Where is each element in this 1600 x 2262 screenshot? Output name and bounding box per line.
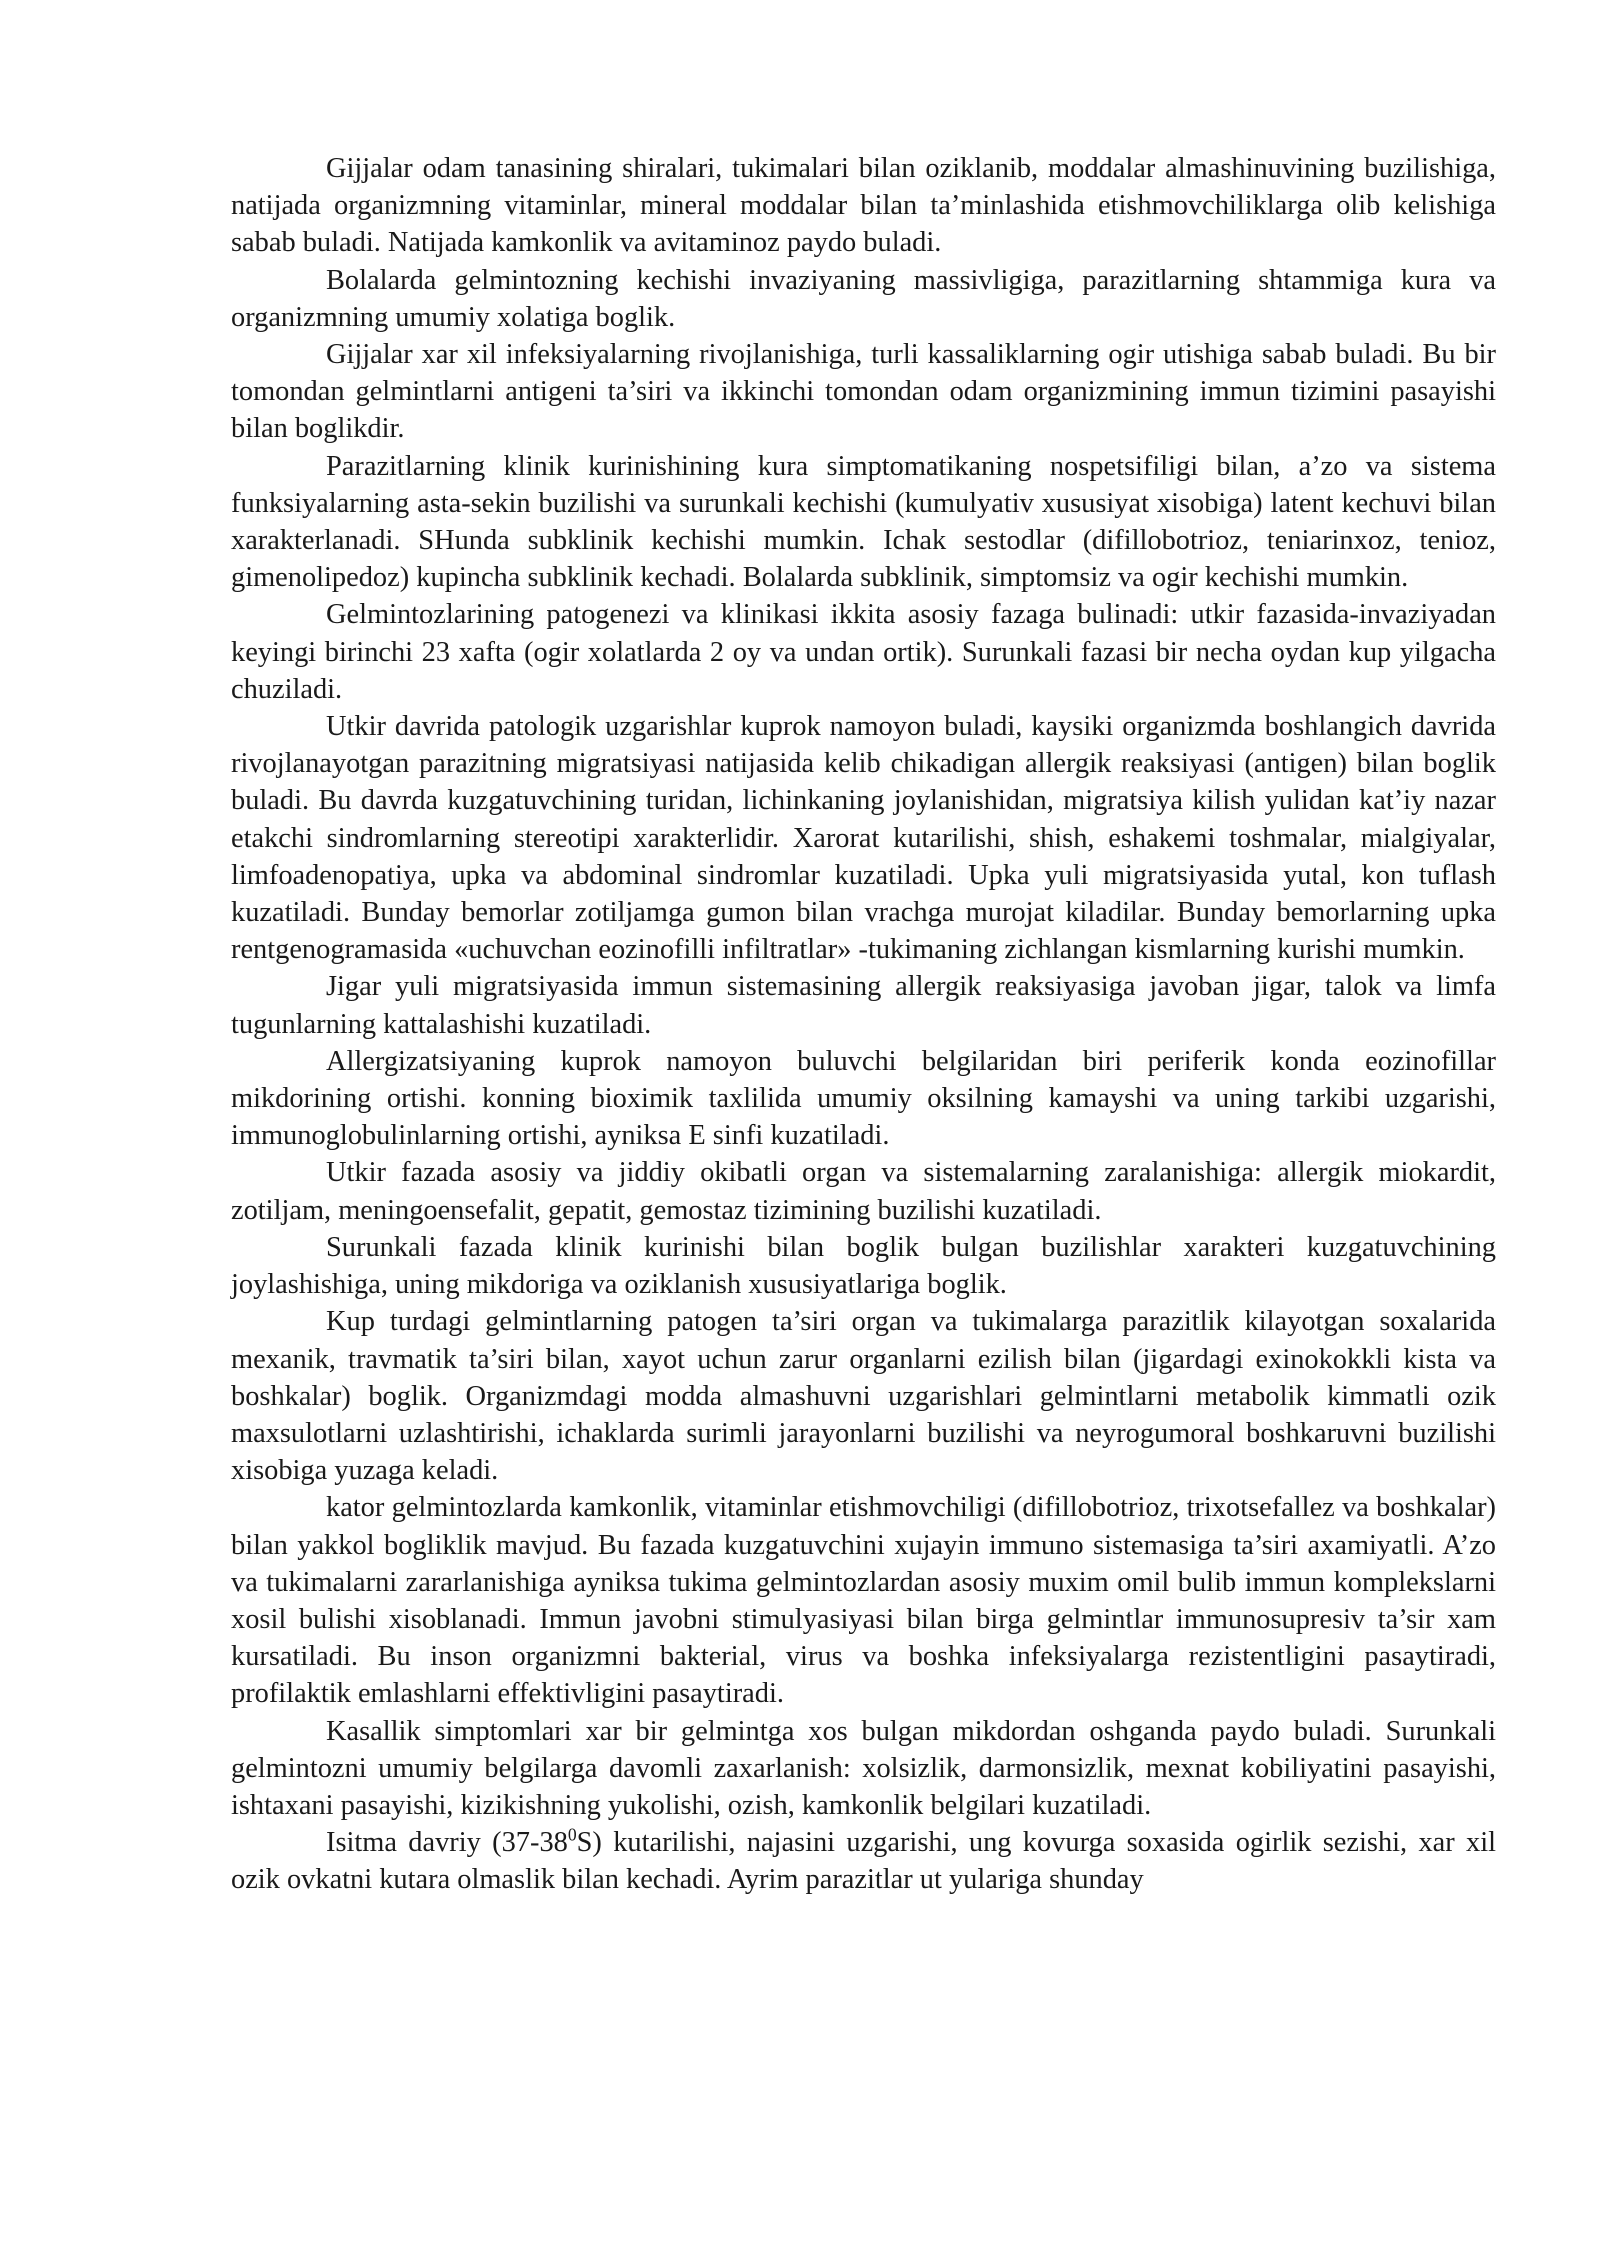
paragraph-12: kator gelmintozlarda kamkonlik, vitaminlar etishmovchiligi (difillobotrioz, trixotsefallez va boshkalar) bilan yakkol bogliklik mavjud. Bu fazada kuzgatuvchini xujayin immuno sistemasiga ta’siri axamiyatli. A’zo va tukimalarni zararlanishiga ayniksa tukima gelmintozlardan asosiy muxim omil bulib immun komplekslarni xosil bulishi xisoblanadi. Immun javobni stimulyasiyasi bilan birga gelmintlar immunosupresiv ta’sir xam kursatiladi. Bu inson organizmni bakterial, virus va boshka infeksiyalarga rezistentligini pasaytiradi, profilaktik emlashlarni effektivligini pasaytiradi. — [231, 1492, 1496, 1710]
paragraph-8: Allergizatsiyaning kuprok namoyon buluvchi belgilaridan biri periferik konda eozinofillar mikdorining ortishi. konning bioximik taxlilida umumiy oksilning kamayshi va uning tarkibi uzgarishi, immunoglobulinlarning ortishi, ayniksa E sinfi kuzatiladi. — [231, 1045, 1496, 1152]
paragraph-13: Kasallik simptomlari xar bir gelmintga xos bulgan mikdordan oshganda paydo buladi. Surunkali gelmintozni umumiy belgilarga davomli zaxarlanish: xolsizlik, darmonsizlik, mexnat kobiliyatini pasayishi, ishtaxani pasayishi, kizikishning yukolishi, ozish, kamkonlik belgilari kuzatiladi. — [231, 1715, 1496, 1821]
document-page — [231, 150, 1496, 1899]
paragraph-2: Bolalarda gelmintozning kechishi invaziyaning massivligiga, parazitlarning shtammiga kura va organizmning umumiy xolatiga boglik. — [231, 264, 1496, 333]
paragraph-14 — [231, 1824, 1496, 1898]
paragraph-1: Gijjalar odam tanasining shiralari, tukimalari bilan oziklanib, moddalar almashinuvining buzilishiga, natijada organizmning vitaminlar, mineral moddalar bilan ta’minlashida etishmovchiliklarga olib kelishiga sabab buladi. Natijada kamkonlik va avitaminoz paydo buladi. — [231, 153, 1496, 259]
paragraph-6: Utkir davrida patologik uzgarishlar kuprok namoyon buladi, kaysiki organizmda boshlangich davrida rivojlanayotgan parazitning migratsiyasi natijasida kelib chikadigan allergik reaksiyasi (antigen) bilan boglik buladi. Bu davrda kuzgatuvchining turidan, lichinkaning joylanishidan, migratsiya kilish yulidan kat’iy nazar etakchi sindromlarning stereotipi xarakterlidir. Xarorat kutarilishi, shish, eshakemi toshmalar, mialgiyalar, limfoadenopatiya, upka va abdominal sindromlar kuzatiladi. Upka yuli migratsiyasida yutal, kon tuflash kuzatiladi. Bunday bemorlar zotiljamga gumon bilan vrachga murojat kiladilar. Bunday bemorlarning upka rentgenogramasida «uchuvchan eozinofilli infiltratlar» -tukimaning zichlangan kismlarning kurishi mumkin. — [231, 711, 1496, 966]
paragraph-4: Parazitlarning klinik kurinishining kura simptomatikaning nospetsifiligi bilan, a’zo va sistema funksiyalarning asta-sekin buzilishi va surunkali kechishi (kumulyativ xususiyat xisobiga) latent kechuvi bilan xarakterlanadi. SHunda subklinik kechishi mumkin. Ichak sestodlar (difillobotrioz, teniarinxoz, tenioz, gimenolipedoz) kupincha subklinik kechadi. Bolalarda subklinik, simptomsiz va ogir kechishi mumkin. — [231, 450, 1496, 594]
paragraph-10: Surunkali fazada klinik kurinishi bilan boglik bulgan buzilishlar xarakteri kuzgatuvchining joylashishiga, uning mikdoriga va oziklanish xususiyatlariga boglik. — [231, 1231, 1496, 1301]
paragraph-7: Jigar yuli migratsiyasida immun sistemasining allergik reaksiyasiga javoban jigar, talok va limfa tugunlarning kattalashishi kuzatiladi. — [231, 971, 1496, 1040]
degree-superscript: 0 — [567, 1824, 577, 1845]
paragraph-3: Gijjalar xar xil infeksiyalarning rivojlanishiga, turli kassaliklarning ogir utishiga sabab buladi. Bu bir tomondan gelmintlarni antigeni ta’siri va ikkinchi tomondan odam organizmining immun tizimini pasayishi bilan boglikdir. — [231, 339, 1496, 445]
paragraph-14-start: Isitma davriy (37-38 — [326, 1827, 568, 1859]
paragraph-9: Utkir fazada asosiy va jiddiy okibatli organ va sistemalarning zaralanishiga: allergik miokardit, zotiljam, meningoensefalit, gepatit, gemostaz tizimining buzilishi kuzatiladi. — [231, 1157, 1496, 1226]
paragraph-14-end: S) kutarilishi, najasini uzgarishi, ung kovurga soxasida ogirlik sezishi, xar xil ozik ovkatni kutara olmaslik bilan kechadi. Ayrim parazitlar ut yulariga shunday — [231, 1827, 1496, 1896]
paragraph-11: Kup turdagi gelmintlarning patogen ta’siri organ va tukimalarga parazitlik kilayotgan soxalarida mexanik, travmatik ta’siri bilan, xayot uchun zarur organlarni ezilish bilan (jigardagi exinokokkli kista va boshkalar) boglik. Organizmdagi modda almashuvni uzgarishlari gelmintlarni metabolik kimmatli ozik maxsulotlarni uzlashtirishi, ichaklarda surimli jarayonlarni buzilishi va neyrogumoral boshkaruvni buzilishi xisobiga yuzaga keladi. — [231, 1306, 1496, 1487]
paragraph-5: Gelmintozlarining patogenezi va klinikasi ikkita asosiy fazaga bulinadi: utkir fazasida-invaziyadan keyingi birinchi 23 xafta (ogir xolatlarda 2 oy va undan ortik). Surunkali fazasi bir necha oydan kup yilgacha chuziladi. — [231, 599, 1496, 705]
